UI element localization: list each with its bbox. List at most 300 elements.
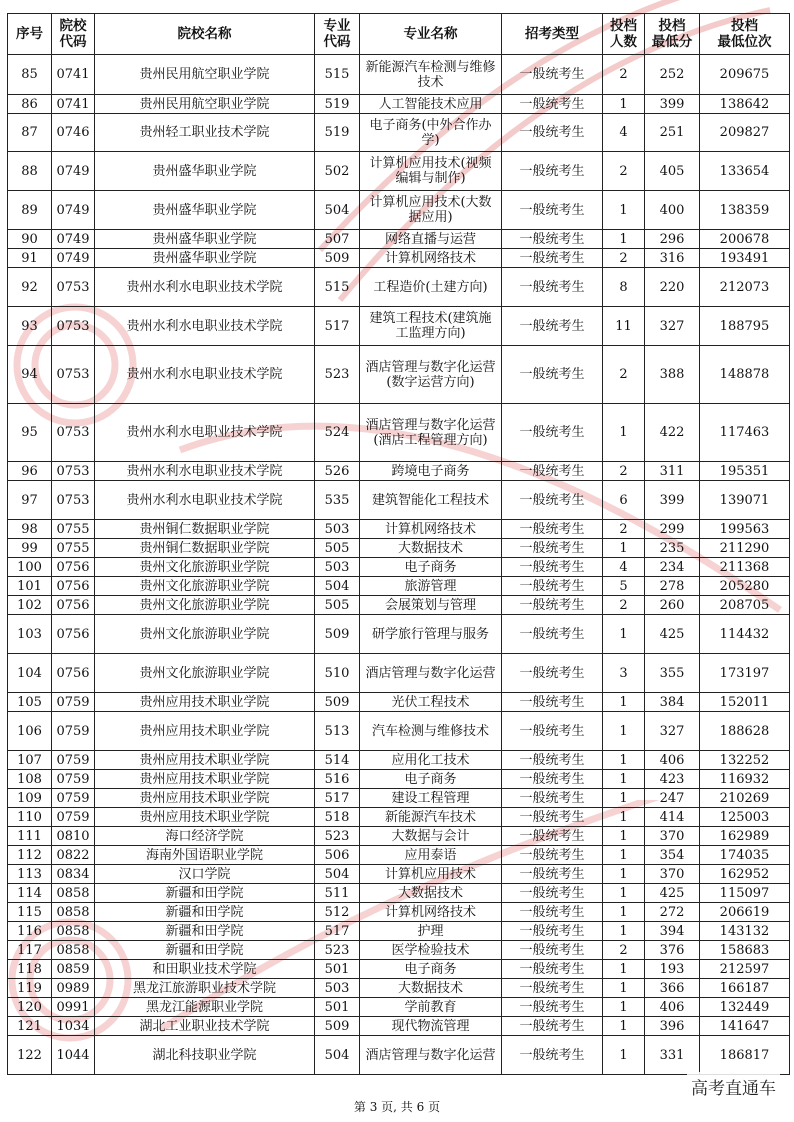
cell-major-name: 电子商务(中外合作办学) (360, 114, 502, 152)
cell-school-name: 海口经济学院 (95, 827, 315, 846)
cell-min-rank: 174035 (700, 846, 790, 865)
cell-index: 110 (8, 808, 52, 827)
cell-admitted-count: 2 (603, 941, 645, 960)
cell-admitted-count: 1 (603, 615, 645, 654)
cell-min-score: 366 (645, 979, 700, 998)
cell-min-score: 414 (645, 808, 700, 827)
cell-index: 86 (8, 95, 52, 114)
cell-exam-type: 一般统考生 (502, 95, 603, 114)
table-row (8, 789, 790, 808)
table-row (8, 865, 790, 884)
cell-major-name: 网络直播与运营 (360, 230, 502, 249)
cell-admitted-count: 1 (603, 95, 645, 114)
cell-exam-type: 一般统考生 (502, 307, 603, 346)
cell-min-score: 425 (645, 884, 700, 903)
cell-index: 100 (8, 558, 52, 577)
cell-major-code: 501 (315, 960, 360, 979)
cell-index: 120 (8, 998, 52, 1017)
cell-min-rank: 186817 (700, 1036, 790, 1075)
cell-admitted-count: 1 (603, 539, 645, 558)
cell-exam-type: 一般统考生 (502, 577, 603, 596)
cell-school-code: 0759 (52, 712, 95, 751)
table-row (8, 770, 790, 789)
cell-school-name: 贵州民用航空职业学院 (95, 55, 315, 95)
cell-min-rank: 211290 (700, 539, 790, 558)
cell-school-code: 0834 (52, 865, 95, 884)
cell-exam-type: 一般统考生 (502, 808, 603, 827)
cell-major-name: 建筑智能化工程技术 (360, 481, 502, 520)
cell-min-rank: 212597 (700, 960, 790, 979)
table-row (8, 520, 790, 539)
cell-admitted-count: 1 (603, 712, 645, 751)
cell-admitted-count: 2 (603, 462, 645, 481)
cell-admitted-count: 1 (603, 1036, 645, 1075)
cell-major-code: 503 (315, 520, 360, 539)
page-footer: 第 3 页, 共 6 页 (353, 1100, 441, 1114)
cell-min-score: 311 (645, 462, 700, 481)
cell-major-code: 526 (315, 462, 360, 481)
cell-min-rank: 206619 (700, 903, 790, 922)
table-body (8, 55, 790, 1075)
cell-major-name: 汽车检测与维修技术 (360, 712, 502, 751)
cell-min-score: 316 (645, 249, 700, 268)
cell-index: 104 (8, 654, 52, 693)
cell-major-code: 517 (315, 922, 360, 941)
cell-exam-type: 一般统考生 (502, 884, 603, 903)
cell-school-name: 贵州民用航空职业学院 (95, 95, 315, 114)
cell-major-code: 504 (315, 191, 360, 230)
cell-major-name: 大数据技术 (360, 539, 502, 558)
cell-exam-type: 一般统考生 (502, 789, 603, 808)
cell-school-code: 1044 (52, 1036, 95, 1075)
table-row (8, 846, 790, 865)
cell-min-rank: 133654 (700, 152, 790, 191)
cell-major-name: 计算机网络技术 (360, 249, 502, 268)
cell-min-rank: 162952 (700, 865, 790, 884)
table-row (8, 884, 790, 903)
cell-school-code: 0858 (52, 922, 95, 941)
table-row (8, 114, 790, 152)
cell-exam-type: 一般统考生 (502, 846, 603, 865)
header-row (8, 14, 790, 55)
cell-min-score: 399 (645, 481, 700, 520)
cell-index: 114 (8, 884, 52, 903)
cell-school-code: 0749 (52, 230, 95, 249)
cell-major-code: 505 (315, 596, 360, 615)
cell-min-score: 400 (645, 191, 700, 230)
cell-index: 112 (8, 846, 52, 865)
cell-school-code: 0858 (52, 941, 95, 960)
admission-table (7, 13, 790, 1075)
cell-school-name: 贵州铜仁数据职业学院 (95, 539, 315, 558)
cell-index: 115 (8, 903, 52, 922)
cell-index: 91 (8, 249, 52, 268)
cell-school-name: 贵州文化旅游职业学院 (95, 596, 315, 615)
cell-min-score: 235 (645, 539, 700, 558)
table-row (8, 230, 790, 249)
cell-major-code: 511 (315, 884, 360, 903)
cell-min-rank: 166187 (700, 979, 790, 998)
cell-major-code: 505 (315, 539, 360, 558)
cell-major-code: 518 (315, 808, 360, 827)
header-school-code: 院校 代码 (52, 14, 95, 55)
cell-exam-type: 一般统考生 (502, 1036, 603, 1075)
cell-admitted-count: 2 (603, 596, 645, 615)
cell-major-code: 517 (315, 789, 360, 808)
cell-major-code: 509 (315, 693, 360, 712)
table-row (8, 95, 790, 114)
table-row (8, 693, 790, 712)
cell-index: 95 (8, 404, 52, 462)
cell-min-score: 425 (645, 615, 700, 654)
cell-admitted-count: 1 (603, 191, 645, 230)
cell-min-rank: 188628 (700, 712, 790, 751)
cell-admitted-count: 1 (603, 903, 645, 922)
cell-min-rank: 200678 (700, 230, 790, 249)
cell-major-name: 跨境电子商务 (360, 462, 502, 481)
table-row (8, 191, 790, 230)
cell-index: 109 (8, 789, 52, 808)
cell-min-rank: 143132 (700, 922, 790, 941)
cell-index: 116 (8, 922, 52, 941)
cell-min-rank: 209675 (700, 55, 790, 95)
cell-major-code: 509 (315, 249, 360, 268)
cell-exam-type: 一般统考生 (502, 827, 603, 846)
cell-min-rank: 193491 (700, 249, 790, 268)
cell-school-code: 0810 (52, 827, 95, 846)
cell-min-rank: 211368 (700, 558, 790, 577)
cell-exam-type: 一般统考生 (502, 268, 603, 307)
cell-exam-type: 一般统考生 (502, 770, 603, 789)
cell-major-name: 应用化工技术 (360, 751, 502, 770)
table-row (8, 307, 790, 346)
cell-school-code: 0746 (52, 114, 95, 152)
cell-admitted-count: 1 (603, 808, 645, 827)
table-row (8, 346, 790, 404)
cell-school-name: 贵州文化旅游职业学院 (95, 558, 315, 577)
cell-major-name: 医学检验技术 (360, 941, 502, 960)
cell-min-rank: 205280 (700, 577, 790, 596)
cell-school-code: 0753 (52, 481, 95, 520)
cell-major-code: 514 (315, 751, 360, 770)
cell-school-code: 0741 (52, 95, 95, 114)
cell-major-code: 502 (315, 152, 360, 191)
cell-major-name: 酒店管理与数字化运营 (360, 1036, 502, 1075)
cell-exam-type: 一般统考生 (502, 865, 603, 884)
cell-major-code: 513 (315, 712, 360, 751)
cell-exam-type: 一般统考生 (502, 462, 603, 481)
cell-major-name: 计算机应用技术 (360, 865, 502, 884)
table-row (8, 615, 790, 654)
table-row (8, 979, 790, 998)
cell-major-name: 应用泰语 (360, 846, 502, 865)
cell-index: 88 (8, 152, 52, 191)
cell-school-name: 汉口学院 (95, 865, 315, 884)
cell-min-rank: 132252 (700, 751, 790, 770)
cell-major-name: 新能源汽车检测与维修技术 (360, 55, 502, 95)
cell-school-name: 贵州应用技术职业学院 (95, 751, 315, 770)
brand-watermark: 高考直通车 (687, 1072, 780, 1101)
cell-index: 97 (8, 481, 52, 520)
cell-major-code: 515 (315, 268, 360, 307)
cell-major-code: 519 (315, 114, 360, 152)
cell-admitted-count: 1 (603, 751, 645, 770)
table-row (8, 152, 790, 191)
cell-school-code: 0749 (52, 249, 95, 268)
cell-school-name: 贵州盛华职业学院 (95, 191, 315, 230)
cell-min-score: 251 (645, 114, 700, 152)
cell-min-score: 384 (645, 693, 700, 712)
cell-min-score: 396 (645, 1017, 700, 1036)
cell-index: 105 (8, 693, 52, 712)
cell-school-name: 贵州盛华职业学院 (95, 249, 315, 268)
cell-major-name: 酒店管理与数字化运营 (360, 654, 502, 693)
cell-major-code: 501 (315, 998, 360, 1017)
cell-school-name: 贵州水利水电职业技术学院 (95, 462, 315, 481)
cell-min-rank: 148878 (700, 346, 790, 404)
cell-min-score: 278 (645, 577, 700, 596)
cell-min-score: 355 (645, 654, 700, 693)
cell-school-name: 海南外国语职业学院 (95, 846, 315, 865)
table-row (8, 539, 790, 558)
cell-exam-type: 一般统考生 (502, 654, 603, 693)
cell-major-name: 研学旅行管理与服务 (360, 615, 502, 654)
cell-major-code: 506 (315, 846, 360, 865)
cell-min-score: 296 (645, 230, 700, 249)
cell-index: 96 (8, 462, 52, 481)
cell-admitted-count: 1 (603, 230, 645, 249)
cell-min-rank: 158683 (700, 941, 790, 960)
cell-admitted-count: 4 (603, 558, 645, 577)
cell-exam-type: 一般统考生 (502, 539, 603, 558)
cell-major-name: 建设工程管理 (360, 789, 502, 808)
cell-exam-type: 一般统考生 (502, 249, 603, 268)
cell-exam-type: 一般统考生 (502, 922, 603, 941)
table-row (8, 55, 790, 95)
header-min-rank: 投档 最低位次 (700, 14, 790, 55)
cell-min-score: 327 (645, 307, 700, 346)
cell-admitted-count: 2 (603, 152, 645, 191)
cell-school-code: 0756 (52, 596, 95, 615)
cell-exam-type: 一般统考生 (502, 230, 603, 249)
cell-school-code: 0759 (52, 751, 95, 770)
cell-major-code: 504 (315, 1036, 360, 1075)
cell-school-code: 0989 (52, 979, 95, 998)
cell-major-name: 计算机网络技术 (360, 903, 502, 922)
cell-exam-type: 一般统考生 (502, 114, 603, 152)
cell-min-score: 272 (645, 903, 700, 922)
cell-major-name: 大数据与会计 (360, 827, 502, 846)
cell-school-code: 0755 (52, 520, 95, 539)
cell-exam-type: 一般统考生 (502, 998, 603, 1017)
cell-min-rank: 139071 (700, 481, 790, 520)
cell-index: 117 (8, 941, 52, 960)
cell-school-code: 0741 (52, 55, 95, 95)
cell-school-name: 贵州文化旅游职业学院 (95, 577, 315, 596)
cell-school-name: 新疆和田学院 (95, 903, 315, 922)
cell-school-name: 贵州水利水电职业技术学院 (95, 307, 315, 346)
table-row (8, 903, 790, 922)
cell-school-code: 1034 (52, 1017, 95, 1036)
cell-min-score: 422 (645, 404, 700, 462)
cell-admitted-count: 2 (603, 346, 645, 404)
cell-school-name: 贵州应用技术职业学院 (95, 770, 315, 789)
table-row (8, 558, 790, 577)
cell-major-name: 计算机应用技术(视频编辑与制作) (360, 152, 502, 191)
cell-school-code: 0991 (52, 998, 95, 1017)
cell-school-name: 贵州盛华职业学院 (95, 152, 315, 191)
cell-index: 113 (8, 865, 52, 884)
cell-exam-type: 一般统考生 (502, 520, 603, 539)
cell-major-code: 517 (315, 307, 360, 346)
cell-admitted-count: 5 (603, 577, 645, 596)
cell-min-rank: 209827 (700, 114, 790, 152)
cell-school-name: 和田职业技术学院 (95, 960, 315, 979)
cell-admitted-count: 1 (603, 998, 645, 1017)
cell-major-name: 酒店管理与数字化运营(数字运营方向) (360, 346, 502, 404)
cell-major-code: 503 (315, 979, 360, 998)
cell-min-score: 406 (645, 998, 700, 1017)
cell-min-score: 299 (645, 520, 700, 539)
cell-major-code: 504 (315, 865, 360, 884)
cell-index: 90 (8, 230, 52, 249)
cell-index: 103 (8, 615, 52, 654)
cell-major-name: 计算机网络技术 (360, 520, 502, 539)
cell-school-name: 湖北科技职业学院 (95, 1036, 315, 1075)
cell-min-score: 406 (645, 751, 700, 770)
cell-admitted-count: 1 (603, 404, 645, 462)
cell-min-score: 423 (645, 770, 700, 789)
cell-min-score: 193 (645, 960, 700, 979)
cell-major-name: 酒店管理与数字化运营(酒店工程管理方向) (360, 404, 502, 462)
cell-major-name: 学前教育 (360, 998, 502, 1017)
cell-admitted-count: 3 (603, 654, 645, 693)
cell-exam-type: 一般统考生 (502, 903, 603, 922)
cell-major-code: 504 (315, 577, 360, 596)
cell-school-name: 黑龙江旅游职业技术学院 (95, 979, 315, 998)
cell-index: 119 (8, 979, 52, 998)
cell-exam-type: 一般统考生 (502, 596, 603, 615)
cell-index: 101 (8, 577, 52, 596)
cell-major-code: 516 (315, 770, 360, 789)
table-row (8, 827, 790, 846)
cell-min-rank: 188795 (700, 307, 790, 346)
cell-admitted-count: 1 (603, 1017, 645, 1036)
cell-admitted-count: 8 (603, 268, 645, 307)
table-row (8, 249, 790, 268)
cell-major-name: 电子商务 (360, 770, 502, 789)
cell-exam-type: 一般统考生 (502, 693, 603, 712)
table-row (8, 808, 790, 827)
cell-exam-type: 一般统考生 (502, 191, 603, 230)
cell-min-score: 370 (645, 827, 700, 846)
cell-exam-type: 一般统考生 (502, 346, 603, 404)
cell-index: 89 (8, 191, 52, 230)
cell-min-rank: 138642 (700, 95, 790, 114)
cell-major-name: 建筑工程技术(建筑施工监理方向) (360, 307, 502, 346)
table-row (8, 960, 790, 979)
cell-major-name: 新能源汽车技术 (360, 808, 502, 827)
cell-min-score: 234 (645, 558, 700, 577)
cell-min-rank: 115097 (700, 884, 790, 903)
table-row (8, 1036, 790, 1075)
cell-school-name: 贵州文化旅游职业学院 (95, 654, 315, 693)
cell-school-code: 0759 (52, 770, 95, 789)
cell-exam-type: 一般统考生 (502, 558, 603, 577)
cell-school-code: 0753 (52, 404, 95, 462)
cell-school-code: 0753 (52, 307, 95, 346)
cell-index: 93 (8, 307, 52, 346)
cell-index: 102 (8, 596, 52, 615)
cell-min-rank: 195351 (700, 462, 790, 481)
cell-admitted-count: 1 (603, 693, 645, 712)
cell-min-score: 220 (645, 268, 700, 307)
cell-school-name: 贵州应用技术职业学院 (95, 712, 315, 751)
cell-admitted-count: 2 (603, 520, 645, 539)
cell-admitted-count: 1 (603, 884, 645, 903)
cell-index: 98 (8, 520, 52, 539)
cell-school-code: 0859 (52, 960, 95, 979)
cell-school-code: 0759 (52, 808, 95, 827)
cell-school-code: 0759 (52, 693, 95, 712)
header-min-score: 投档 最低分 (645, 14, 700, 55)
cell-school-name: 新疆和田学院 (95, 922, 315, 941)
cell-major-code: 509 (315, 1017, 360, 1036)
cell-major-code: 507 (315, 230, 360, 249)
cell-min-rank: 138359 (700, 191, 790, 230)
cell-major-name: 护理 (360, 922, 502, 941)
cell-index: 94 (8, 346, 52, 404)
cell-index: 108 (8, 770, 52, 789)
cell-school-code: 0759 (52, 789, 95, 808)
header-major-name: 专业名称 (360, 14, 502, 55)
cell-exam-type: 一般统考生 (502, 712, 603, 751)
cell-min-score: 327 (645, 712, 700, 751)
header-exam-type: 招考类型 (502, 14, 603, 55)
cell-school-name: 贵州铜仁数据职业学院 (95, 520, 315, 539)
cell-admitted-count: 1 (603, 960, 645, 979)
cell-school-name: 新疆和田学院 (95, 941, 315, 960)
cell-major-name: 光伏工程技术 (360, 693, 502, 712)
cell-exam-type: 一般统考生 (502, 960, 603, 979)
cell-min-score: 405 (645, 152, 700, 191)
cell-min-rank: 173197 (700, 654, 790, 693)
cell-school-code: 0753 (52, 462, 95, 481)
cell-min-rank: 125003 (700, 808, 790, 827)
header-index: 序号 (8, 14, 52, 55)
cell-min-score: 247 (645, 789, 700, 808)
cell-school-code: 0756 (52, 654, 95, 693)
table-row (8, 404, 790, 462)
cell-major-code: 503 (315, 558, 360, 577)
cell-major-name: 大数据技术 (360, 884, 502, 903)
cell-school-name: 贵州应用技术职业学院 (95, 693, 315, 712)
cell-major-code: 515 (315, 55, 360, 95)
cell-major-name: 会展策划与管理 (360, 596, 502, 615)
cell-major-code: 519 (315, 95, 360, 114)
cell-index: 99 (8, 539, 52, 558)
cell-index: 121 (8, 1017, 52, 1036)
cell-min-score: 376 (645, 941, 700, 960)
cell-school-code: 0858 (52, 884, 95, 903)
cell-exam-type: 一般统考生 (502, 481, 603, 520)
cell-major-code: 510 (315, 654, 360, 693)
cell-index: 118 (8, 960, 52, 979)
table-row (8, 1017, 790, 1036)
cell-admitted-count: 11 (603, 307, 645, 346)
cell-min-rank: 114432 (700, 615, 790, 654)
cell-min-score: 331 (645, 1036, 700, 1075)
